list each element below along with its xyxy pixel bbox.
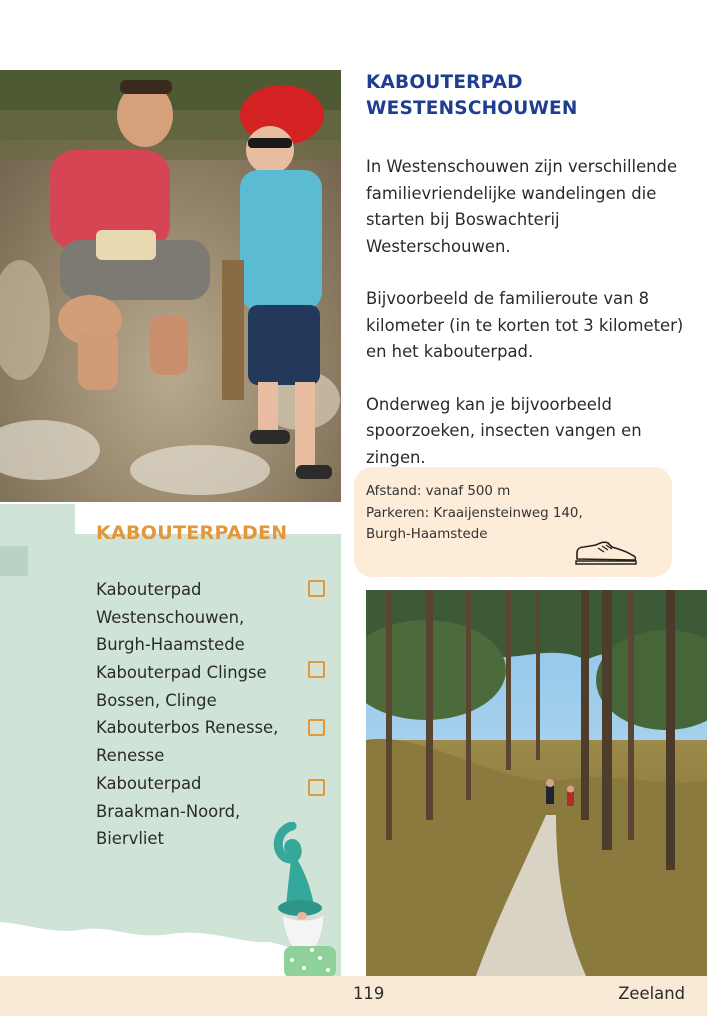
paragraph-2: Bijvoorbeeld de familieroute van 8 kilometer (in te korten tot 3 kilometer) en het kabouterpad. (366, 289, 684, 361)
parking-text-line2: Burgh-Haamstede (366, 527, 488, 542)
paragraph-3: Onderweg kan je bijvoorbeeld spoorzoeken, insecten vangen en zingen. (366, 394, 642, 467)
checklist-item-line: Renesse (96, 745, 165, 765)
info-box (354, 467, 672, 577)
paragraph-1: In Westenschouwen zijn verschillende familievriendelijke wandelingen die starten bij Boswachterij Westerschouwen. (366, 157, 678, 256)
checkbox[interactable] (308, 779, 325, 796)
page-number: 119 (353, 984, 385, 1003)
region-label: Zeeland (618, 984, 685, 1003)
walking-shoe-icon (574, 537, 638, 567)
checkbox[interactable] (308, 719, 325, 736)
checklist-item-line: Kabouterpad Clingse (96, 663, 267, 682)
checklist-item-line: Westenschouwen, (96, 607, 245, 627)
checklist-item-line: Kabouterpad (96, 580, 202, 599)
distance-text: Afstand: vanaf 500 m (366, 484, 511, 499)
article-body (366, 154, 686, 471)
checklist-item (96, 576, 301, 659)
parking-text-line1: Parkeren: Kraaijensteinweg 140, (366, 505, 583, 521)
photo-father-and-child (0, 70, 341, 502)
article-title (366, 70, 686, 122)
checklist-title: KABOUTERPADEN (96, 522, 288, 544)
article-title-line2: WESTENSCHOUWEN (366, 98, 578, 119)
checklist-item-line: Kabouterbos Renesse, (96, 718, 279, 737)
checkbox[interactable] (308, 580, 325, 597)
article-title-line1: KABOUTERPAD (366, 72, 523, 93)
checklist-item-line: Kabouterpad (96, 774, 202, 793)
checklist-item-line: Braakman-Noord, (96, 801, 241, 821)
photo-forest-path (366, 590, 707, 976)
gnome-illustration (270, 822, 344, 978)
checklist-item-line: Burgh-Haamstede (96, 635, 245, 654)
checklist-item (96, 659, 301, 714)
checklist-item (96, 714, 301, 769)
checklist-item-line: Bossen, Clinge (96, 690, 217, 710)
page-footer (0, 976, 707, 1016)
checkbox[interactable] (308, 661, 325, 678)
checklist-item-line: Biervliet (96, 829, 164, 848)
info-text (366, 481, 646, 546)
